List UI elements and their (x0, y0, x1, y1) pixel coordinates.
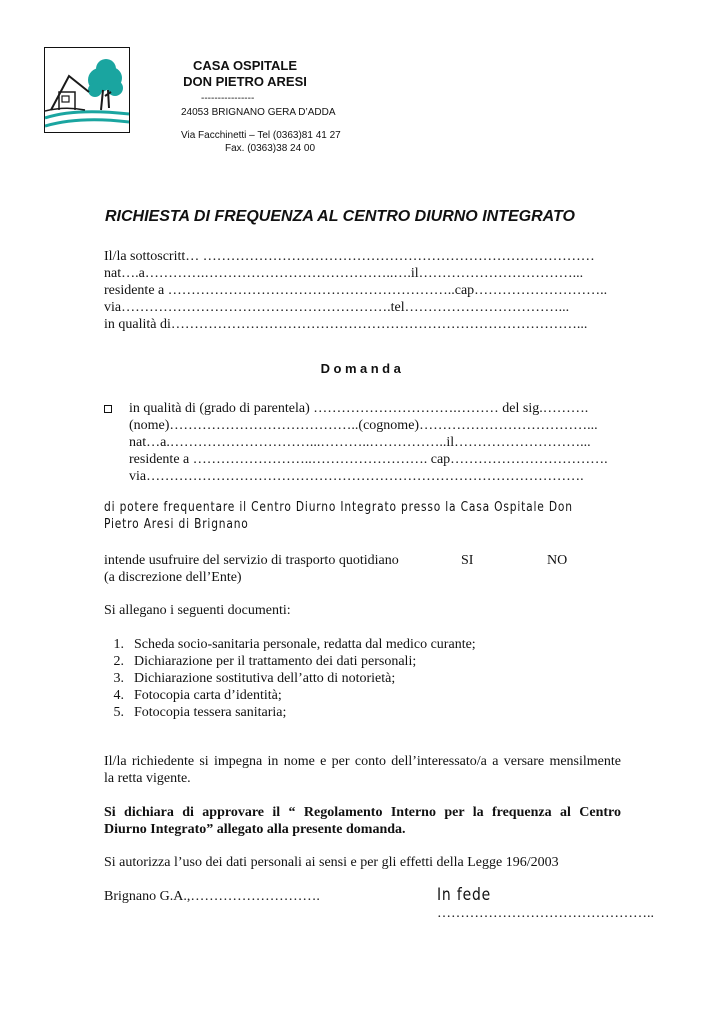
relation-checkbox[interactable] (104, 405, 112, 413)
request-text-line2: Pietro Aresi di Brignano (104, 517, 249, 532)
transport-note: (a discrezione dell’Ente) (104, 570, 242, 585)
institution-name-line2: DON PIETRO ARESI (183, 74, 307, 89)
document-number: 4. (113, 688, 124, 703)
request-text-line1: di potere frequentare il Centro Diurno Integrato presso la Casa Ospitale Don (104, 500, 573, 515)
header-address: Via Facchinetti – Tel (0363)81 41 27 (181, 130, 341, 141)
commitment-text-line1: Il/la richiedente si impegna in nome e per conto dell’interessato/a a versare mensilmente (104, 754, 621, 769)
transport-no-option[interactable]: NO (547, 553, 568, 568)
patient-residence-field: residente a ……………………..……………………. cap……………………………. (129, 452, 608, 467)
institution-name-line1: CASA OSPITALE (192, 58, 297, 73)
approval-text-line2: Diurno Integrato” allegato alla presente domanda. (104, 822, 406, 837)
applicant-residence-field: residente a ……………………………………………………..cap……………………….. (104, 283, 608, 298)
document-item: Dichiarazione sostitutiva dell’atto di notorietà; (134, 671, 396, 686)
document-number: 5. (113, 705, 124, 720)
page-title: RICHIESTA DI FREQUENZA AL CENTRO DIURNO INTEGRATO (105, 208, 575, 225)
documents-intro: Si allegano i seguenti documenti: (104, 603, 291, 618)
transport-yes-option[interactable]: SI (461, 553, 474, 568)
document-number: 2. (113, 654, 124, 669)
logo (44, 47, 130, 133)
header-fax: Fax. (0363)38 24 00 (225, 143, 316, 154)
patient-birth-field: nat…a.…………………………...………..……………..il………………………... (129, 435, 591, 450)
patient-street-field: via…………………………………………………………………………………. (129, 469, 584, 484)
signature-line: ……………………………………….. (437, 906, 654, 921)
place-date-field: Brignano G.A.,………………………. (104, 889, 320, 904)
document-number: 3. (113, 671, 124, 686)
document-item: Scheda socio-sanitaria personale, redatta dal medico curante; (134, 637, 476, 652)
transport-question: intende usufruire del servizio di trasporto quotidiano (104, 553, 399, 568)
patient-name-field: (nome)…………………………………..(cognome)………………………………... (129, 418, 598, 433)
relation-field: in qualità di (grado di parentela) ………………………….……… del sig.………. (129, 401, 589, 416)
in-fede-label: In fede (437, 885, 492, 905)
commitment-text-line2: la retta vigente. (104, 771, 191, 786)
header-city: 24053 BRIGNANO GERA D’ADDA (181, 107, 336, 118)
domanda-heading: Domanda (320, 361, 405, 376)
header-separator: ---------------- (201, 93, 255, 104)
privacy-consent: Si autorizza l’uso dei dati personali ai sensi e per gli effetti della Legge 196/2003 (104, 855, 559, 870)
applicant-name-field: Il/la sottoscritt… ………………………………………………………………………… (104, 249, 595, 264)
document-item: Fotocopia carta d’identità; (134, 688, 282, 703)
applicant-street-field: via………………………………………………….tel……………………………... (104, 300, 570, 315)
house-tree-logo-icon (45, 48, 129, 132)
document-item: Dichiarazione per il trattamento dei dati personali; (134, 654, 417, 669)
approval-text-line1: Si dichiara di approvare il “ Regolamento Interno per la frequenza al Centro (104, 805, 621, 820)
applicant-role-field: in qualità di……………………………………………………………………………... (104, 317, 588, 332)
document-item: Fotocopia tessera sanitaria; (134, 705, 287, 720)
document-number: 1. (113, 637, 124, 652)
applicant-birth-field: nat….a………….…………………………………..….il……………………………... (104, 266, 584, 281)
